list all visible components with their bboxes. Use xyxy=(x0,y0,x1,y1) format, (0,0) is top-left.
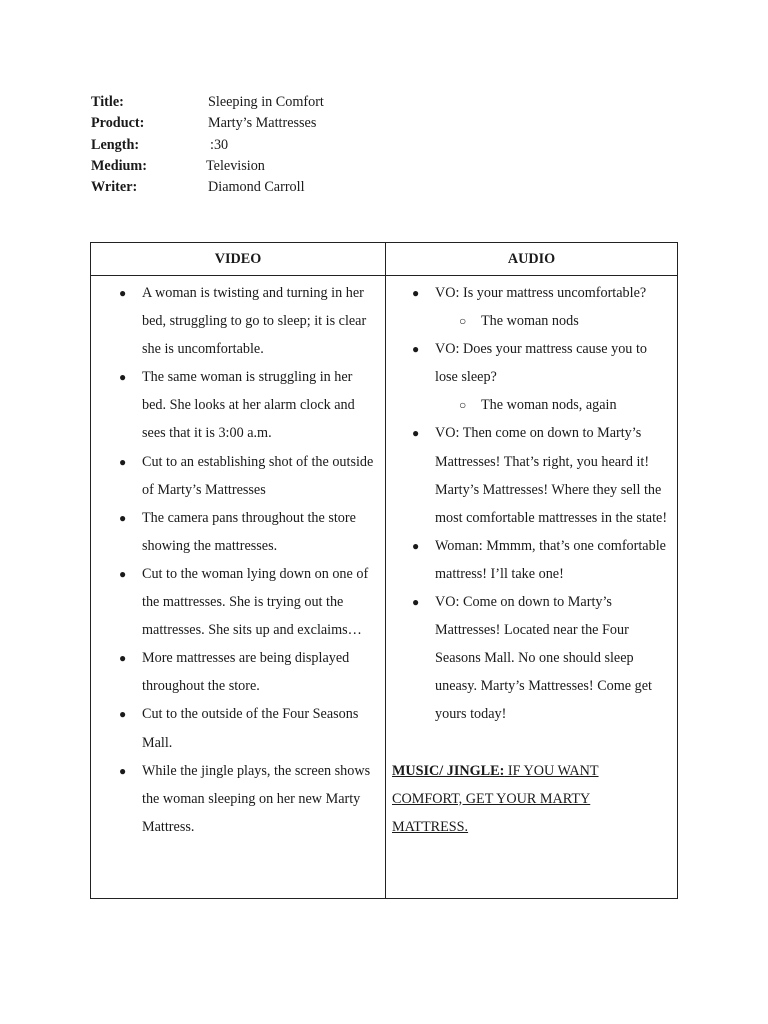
title-label: Title: xyxy=(91,94,124,110)
video-item xyxy=(91,757,385,841)
circle-bullet-icon: ○ xyxy=(459,314,467,329)
medium-label: Medium: xyxy=(91,157,147,174)
video-item-text: Cut to the outside of the Four Seasons Mall. xyxy=(142,706,359,751)
product-label: Product: xyxy=(91,115,145,132)
bullet-icon: ● xyxy=(412,595,420,610)
jingle-lyrics: IF YOU WANT COMFORT, GET YOUR MARTY MATTRESS. xyxy=(392,762,599,835)
script-metadata xyxy=(91,92,324,198)
meta-row-length xyxy=(91,135,324,156)
audio-item-text: VO: Come on down to Marty’s Mattresses! Located near the Four Seasons Mall. No one should sleep uneasy. Marty’s Mattresses! Come get yours today! xyxy=(435,594,652,723)
audio-item-text: Woman: Mmmm, that’s one comfortable mattress! I’ll take one! xyxy=(435,537,666,582)
video-item xyxy=(91,644,385,700)
video-item xyxy=(91,448,385,504)
meta-row-product xyxy=(91,113,324,134)
product-value: Marty’s Mattresses xyxy=(208,115,317,132)
audio-item-text: VO: Is your mattress uncomfortable? xyxy=(435,285,647,301)
audio-sub-item xyxy=(386,391,677,419)
bullet-icon: ● xyxy=(119,370,127,385)
audio-item xyxy=(386,532,677,588)
meta-row-title xyxy=(91,92,324,113)
meta-row-writer xyxy=(91,177,324,198)
music-jingle-cue xyxy=(386,757,677,841)
bullet-icon: ● xyxy=(412,342,420,357)
video-item-text: Cut to an establishing shot of the outside of Marty’s Mattresses xyxy=(142,453,374,498)
av-script-table xyxy=(90,242,678,899)
audio-sub-item xyxy=(386,307,677,335)
bullet-icon: ● xyxy=(119,454,127,469)
audio-item-text: VO: Then come on down to Marty’s Mattresses! That’s right, you heard it! Marty’s Mattresses! Where they sell the most comfortable mattresses in the state! xyxy=(435,425,668,526)
audio-item-text: VO: Does your mattress cause you to lose sleep? xyxy=(435,341,647,386)
video-item-text: More mattresses are being displayed throughout the store. xyxy=(142,650,350,695)
video-item-text: Cut to the woman lying down on one of the mattresses. She is trying out the mattresses. She sits up and exclaims… xyxy=(142,565,369,639)
jingle-label: MUSIC/ JINGLE: xyxy=(392,762,505,779)
bullet-icon: ● xyxy=(119,707,127,722)
video-item-text: The camera pans throughout the store showing the mattresses. xyxy=(142,509,356,554)
video-column xyxy=(91,279,385,841)
video-item xyxy=(91,504,385,560)
audio-column xyxy=(386,279,677,841)
video-column-header: VIDEO xyxy=(214,251,262,267)
video-item-text: The same woman is struggling in her bed. She looks at her alarm clock and sees that it is 3:00 a.m. xyxy=(142,369,355,442)
video-item xyxy=(91,700,385,756)
length-label: Length: xyxy=(91,136,140,153)
bullet-icon: ● xyxy=(119,286,127,300)
audio-sub-item-text: The woman nods xyxy=(481,313,579,330)
audio-sub-item-text: The woman nods, again xyxy=(481,397,617,414)
bullet-icon: ● xyxy=(412,426,420,441)
bullet-icon: ● xyxy=(119,763,127,778)
video-item-text: While the jingle plays, the screen shows the woman sleeping on her new Marty Mattress. xyxy=(142,762,371,835)
writer-value: Diamond Carroll xyxy=(208,179,305,196)
audio-item xyxy=(386,335,677,391)
bullet-icon: ● xyxy=(119,651,127,666)
audio-item xyxy=(386,279,677,307)
bullet-icon: ● xyxy=(119,510,127,525)
audio-item xyxy=(386,419,677,531)
video-item xyxy=(91,363,385,447)
length-value: :30 xyxy=(210,136,229,153)
medium-value: Television xyxy=(206,157,265,174)
bullet-icon: ● xyxy=(412,286,420,300)
video-item xyxy=(91,279,385,363)
bullet-icon: ● xyxy=(412,538,420,553)
writer-label: Writer: xyxy=(91,179,138,196)
title-value: Sleeping in Comfort xyxy=(208,94,324,110)
meta-row-medium xyxy=(91,156,324,177)
circle-bullet-icon: ○ xyxy=(459,398,467,413)
header-divider xyxy=(91,275,677,276)
bullet-icon: ● xyxy=(119,566,127,581)
audio-item xyxy=(386,588,677,728)
video-item-text: A woman is twisting and turning in her bed, struggling to go to sleep; it is clear she is uncomfortable. xyxy=(142,285,367,358)
video-item xyxy=(91,560,385,644)
audio-column-header: AUDIO xyxy=(507,251,556,267)
